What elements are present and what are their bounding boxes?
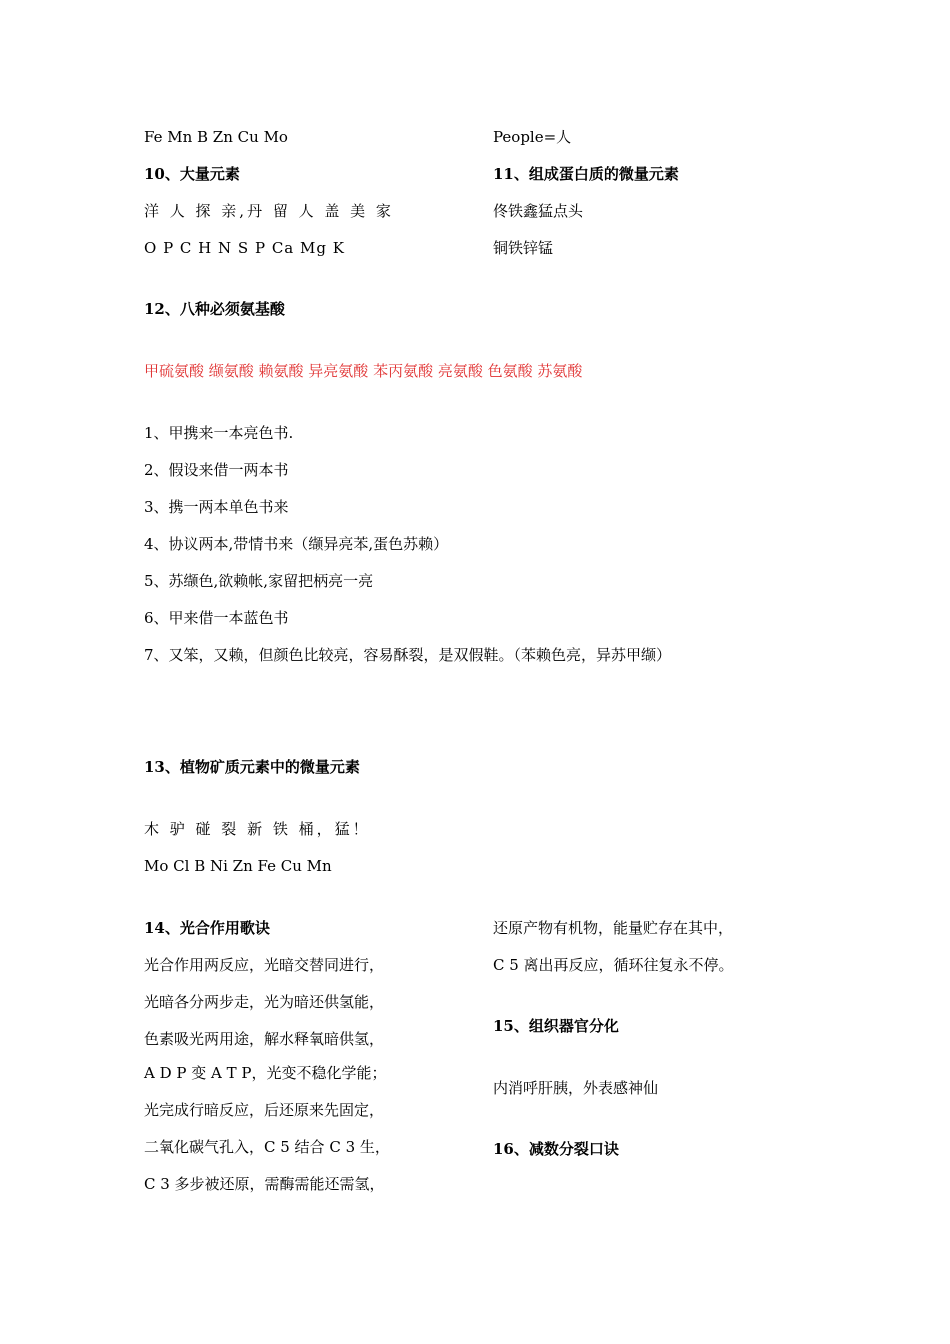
trace-elements-symbols: Fe Mn B Zn Cu Mo (144, 128, 288, 146)
mnemonic-item: 2、假设来借一两本书 (144, 461, 289, 479)
mnemonic-item: 5、苏缬色,欲赖帐,家留把柄亮一亮 (144, 572, 374, 590)
section-15-mnemonic: 内消呼肝胰，外表感神仙 (493, 1079, 659, 1097)
verse-line: C 3 多步被还原，需酶需能还需氢， (144, 1175, 385, 1193)
verse-line: 光完成行暗反应，后还原来先固定， (144, 1101, 385, 1119)
section-12-heading: 12、八种必须氨基酸 (144, 300, 285, 318)
section-13-mnemonic: 木 驴 碰 裂 新 铁 桶，猛！ (144, 820, 371, 838)
section-10-mnemonic: 洋 人 探 亲,丹 留 人 盖 美 家 (144, 202, 394, 220)
verse-line: A D P 变 A T P，光变不稳化学能； (144, 1064, 387, 1082)
section-11-mnemonic: 佟铁鑫猛点头 (493, 202, 584, 220)
amino-acids-list: 甲硫氨酸 缬氨酸 赖氨酸 异亮氨酸 苯丙氨酸 亮氨酸 色氨酸 苏氨酸 (144, 362, 583, 380)
verse-line: 二氧化碳气孔入，C 5 结合 C 3 生， (144, 1138, 390, 1156)
section-10-symbols: O P C H N S P Ca Mg K (144, 239, 345, 257)
verse-line: 还原产物有机物，能量贮存在其中， (493, 919, 734, 937)
section-11-elements: 铜铁锌锰 (493, 239, 554, 257)
section-11-heading: 11、组成蛋白质的微量元素 (493, 165, 679, 183)
section-13-heading: 13、植物矿质元素中的微量元素 (144, 758, 360, 776)
people-note: People=人 (493, 128, 572, 146)
mnemonic-item: 4、协议两本,带情书来（缬异亮苯,蛋色苏赖） (144, 535, 449, 553)
verse-line: 光暗各分两步走，光为暗还供氢能， (144, 993, 385, 1011)
mnemonic-item: 1、甲携来一本亮色书. (144, 424, 294, 442)
verse-line: C 5 离出再反应，循环往复永不停。 (493, 956, 734, 974)
section-10-heading: 10、大量元素 (144, 165, 240, 183)
mnemonic-item: 3、携一两本单色书来 (144, 498, 289, 516)
verse-line: 色素吸光两用途，解水释氧暗供氢， (144, 1030, 385, 1048)
section-14-heading: 14、光合作用歌诀 (144, 919, 270, 937)
section-15-heading: 15、组织器官分化 (493, 1017, 619, 1035)
section-16-heading: 16、减数分裂口诀 (493, 1140, 619, 1158)
mnemonic-item: 7、又笨，又赖，但颜色比较亮，容易酥裂，是双假鞋。（苯赖色亮，异苏甲缬） (144, 646, 672, 664)
verse-line: 光合作用两反应，光暗交替同进行， (144, 956, 385, 974)
section-13-symbols: Mo Cl B Ni Zn Fe Cu Mn (144, 857, 332, 875)
mnemonic-item: 6、甲来借一本蓝色书 (144, 609, 289, 627)
